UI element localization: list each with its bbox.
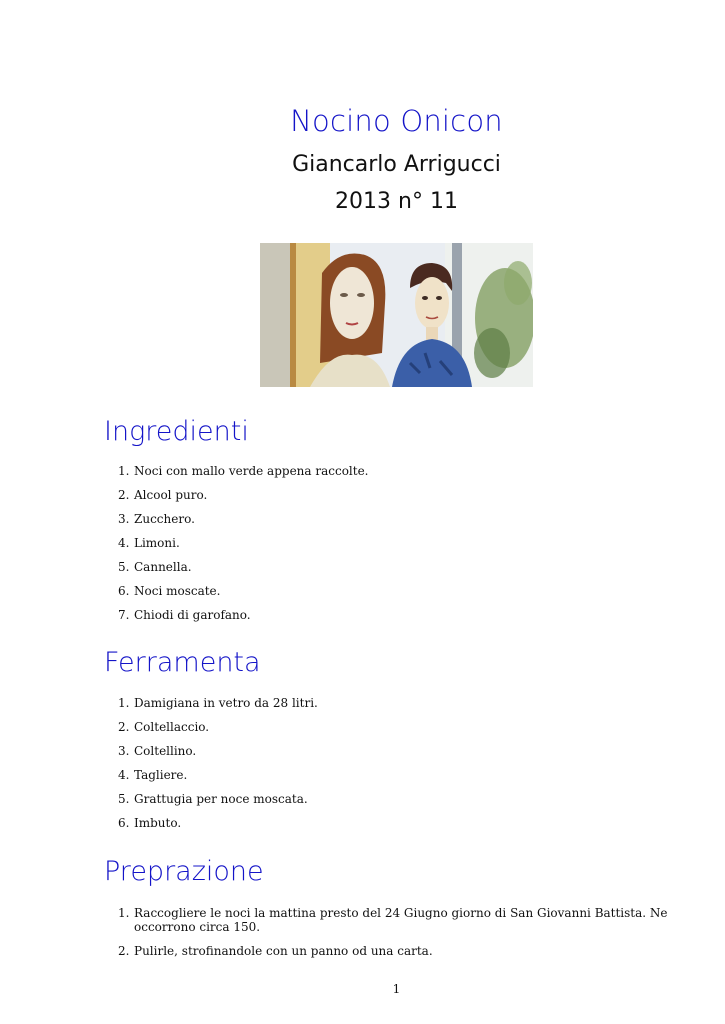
list-item-number: 1. [118, 906, 130, 920]
list-item-number: 4. [118, 536, 130, 550]
list-item-text: Pulirle, strofinandole con un panno od una carta. [134, 944, 433, 958]
preparation-list [104, 906, 694, 968]
list-item [104, 768, 704, 782]
page-number: 1 [392, 982, 401, 996]
list-item-text: Cannella. [134, 560, 192, 574]
list-item [104, 512, 704, 526]
list-item-number: 3. [118, 744, 130, 758]
list-item-number: 2. [118, 488, 130, 502]
list-item-number: 1. [118, 464, 130, 478]
list-item-number: 5. [118, 792, 130, 806]
list-item-number: 5. [118, 560, 130, 574]
list-item-text: Chiodi di garofano. [134, 608, 251, 622]
list-item-text: Limoni. [134, 536, 180, 550]
document-author: Giancarlo Arrigucci [292, 152, 501, 177]
section-heading-preprazione: Preprazione [104, 856, 264, 887]
list-item [104, 944, 694, 958]
list-item-text: Imbuto. [134, 816, 182, 830]
list-item-number: 2. [118, 720, 130, 734]
list-item-text: Raccogliere le noci la mattina presto del 24 Giugno giorno di San Giovanni Battista. Ne occorrono circa 150. [134, 906, 668, 934]
list-item [104, 744, 704, 758]
list-item-number: 7. [118, 608, 130, 622]
ingredients-list [104, 464, 704, 632]
list-item-number: 4. [118, 768, 130, 782]
list-item-text: Noci con mallo verde appena raccolte. [134, 464, 369, 478]
list-item-text: Damigiana in vetro da 28 litri. [134, 696, 318, 710]
section-heading-ferramenta: Ferramenta [104, 647, 261, 678]
list-item [104, 536, 704, 550]
list-item-text: Zucchero. [134, 512, 195, 526]
list-item [104, 488, 704, 502]
list-item-text: Tagliere. [134, 768, 188, 782]
list-item-number: 6. [118, 816, 130, 830]
watercolor-portrait-illustration [260, 243, 533, 387]
list-item-text: Alcool puro. [134, 488, 208, 502]
list-item-number: 1. [118, 696, 130, 710]
list-item-text: Coltellaccio. [134, 720, 210, 734]
list-item [104, 560, 704, 574]
list-item [104, 906, 694, 934]
list-item-number: 2. [118, 944, 130, 958]
section-heading-ingredienti: Ingredienti [104, 416, 249, 447]
list-item [104, 584, 704, 598]
document-date: 2013 n° 11 [335, 189, 458, 214]
list-item-text: Grattugia per noce moscata. [134, 792, 308, 806]
tools-list [104, 696, 704, 840]
list-item-text: Noci moscate. [134, 584, 221, 598]
document-title: Nocino Onicon [290, 104, 503, 138]
list-item [104, 464, 704, 478]
list-item [104, 720, 704, 734]
list-item-number: 3. [118, 512, 130, 526]
list-item [104, 608, 704, 622]
list-item-number: 6. [118, 584, 130, 598]
list-item-text: Coltellino. [134, 744, 197, 758]
list-item [104, 696, 704, 710]
list-item [104, 792, 704, 806]
list-item [104, 816, 704, 830]
